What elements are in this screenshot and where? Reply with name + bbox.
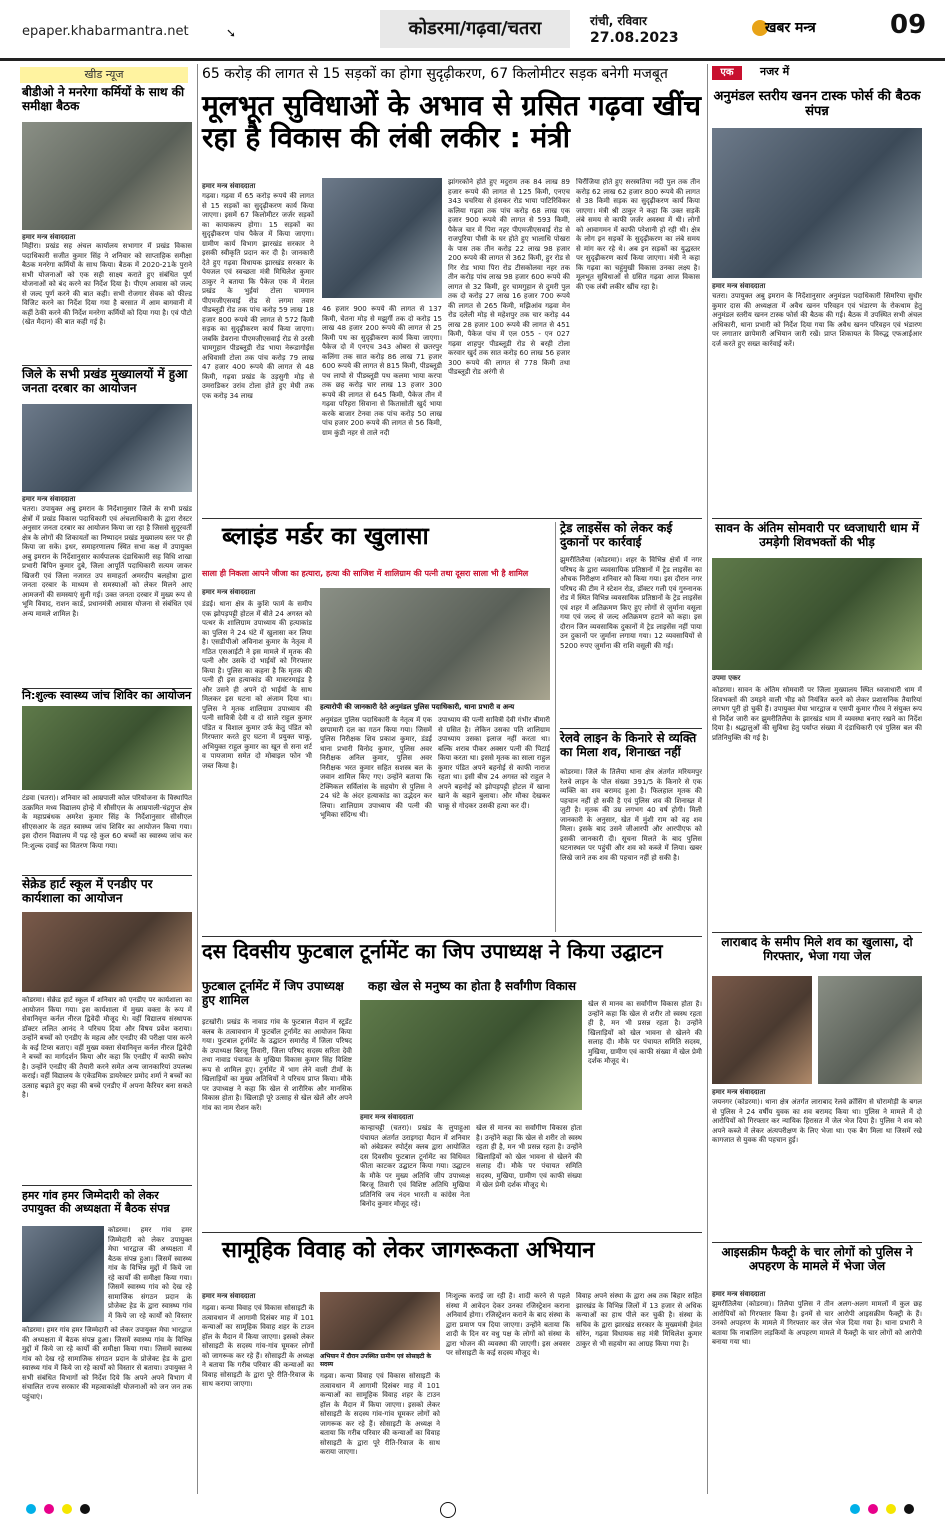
divider	[202, 936, 702, 937]
main-kicker: 65 करोड़ की लागत से 15 सड़कों का होगा सुदृढ़ीकरण, 67 किलोमीटर सड़क बनेगी मजबूत	[202, 66, 668, 82]
city-day: रांची, रविवार	[590, 14, 647, 28]
right-r1-byline: हमार मन्त्र संवाददाता	[712, 282, 766, 290]
left-s1-title: बीडीओ ने मनरेगा कर्मियों के साथ की समीक्षा बैठक	[22, 85, 185, 113]
ek-tag: एक	[712, 66, 742, 80]
magenta-dot	[44, 1504, 54, 1514]
left-s2-text: चतरा। उपायुक्त अबु इमरान के निर्देशानुसार जिले के सभी प्रखंड क्षेत्रों में प्रखंड विकास पदाधिकारी एवं अंचलाधिकारी के द्वारा रोस्टर अनुसार जनता दरबार का आयोजन किया जा रहा है जिससे सुदूरवर्ती क्षेत्र के लोगों की शिकायतों का निष्पादन प्रखंड मुख्यालय स्तर पर ही किया जा सके। इधर, समाहरणालय स्थित सभा कक्ष में उपायुक्त अबु इमरान के निर्देशानुसार कार्यपालक दंडाधिकारी सह विधि शाखा प्रभारी बिपिन कुमार दुबे, जिला आपूर्ति पदाधिकारी सत्यम जाकर खिजरी एवं जिला नजारत उप समाहर्ता अमरदीप बलहोत्रा द्वारा जनता दरबार के माध्यम से समस्याओं को लेकर मिलने आए आमजनों की समस्याएं सुनी गई। उक्त जनता दरबार में मुख्य रूप से भूमि विवाद, राशन कार्ड, प्रधानमंत्री आवास योजना से संबंधित एवं अन्य मामले शामिल है।	[22, 505, 192, 618]
divider	[202, 518, 702, 519]
right-r3-text: जयनगर (कोडरमा)। थाना क्षेत्र अंतर्गत लाराबाद रेलवे क्रॉसिंग से घोरामोड़ी के बगल से पुलिस ने 24 वर्षीय युवक का शव बरामद किया था। पुलिस ने मामले में दो आरोपियों को गिरफ्तार कर न्यायिक हिरासत में जेल भेज दिया है। पुलिस ने शव को अपने कब्जे में लेकर अंत्यपरीक्षण के लिए भेजा था। एक बैग मिला था जिसमें रखे कागजात से युवक की पहचान हुई।	[712, 1098, 922, 1144]
health-camp-photo	[22, 706, 192, 790]
rail-headline: रेलवे लाइन के किनारे से व्यक्ति का मिला शव, शिनाख्त नहीं	[560, 731, 697, 759]
divider	[712, 932, 922, 933]
left-s1-text: मिहीरा। प्रखंड सह अंचल कार्यालय सभागार में प्रखंड विकास पदाधिकारी सजीत कुमार सिंह ने शनिवार को साप्ताहिक समीक्षा बैठक मनरेगा कर्मियों के साथ किया। बैठक में 2020-21के पुराने सभी योजनाओं को एक सही साक्ष्य कराते हुए संबंधित पूर्ण योजनाओं को बंद करने का निर्देश दिया है। पीएम आवास को जल्द से जल्द पूर्ण करने की बात कही। सभी रोजगार सेवक को फील्ड विजिट करने का निर्देश दिया गया है बरसात में आम बागवानी में कहीं ठेकी करने की निर्देश मनरेगा कर्मियों को दिया गया है। एवं पौटो (खेत मैदान) की बात कही गई है।	[22, 242, 192, 326]
cursor-icon: ➘	[226, 26, 237, 40]
right-r2-title: सावन के अंतिम सोमवारी पर ध्वजाधारी धाम में उमड़ेगी शिवभक्तों की भीड़	[715, 521, 919, 549]
accused-photo-1	[712, 976, 812, 1084]
main-col1: गढ़वा। गढ़वा में 65 करोड़ रूपये की लागत से 15 सड़कों का सुदृढ़ीकरण कार्य किया जाएगा। इसमें 67 किलोमीटर जर्जर सड़कों का कायाकल्प होगा। 15 सड़कों का सुदृढ़ीकरण पांच पैकेज में किया जाएगा। ग्रामीण कार्य विभाग झारखंड सरकार ने इसकी स्वीकृति प्रदान कर दी है। जानकारी देते हुए गढ़वा विधायक झारखंड सरकार के पेयजल एवं स्वच्छता मंत्री मिथिलेश कुमार ठाकुर ने बताया कि पैकेज एक में मेराल प्रखंड के भुईयां टोला चामगान पीएमजीएसवाई रोड से लगमा तवार पीडब्लूडी रोड तक पांच करोड़ 59 लाख 18 हजार 800 रूपये की लागत से 572 किमी सड़क का सुदृढ़ीकरण कार्य किया जाएगा। जबकि डेवराना पीएमजीएसवाई रोड से उरसी चामगुहान पीडब्लूडी रोड भाया नेरूडागोईंस अधिवासी टोला तक पांच करोड़ 79 लाख 47 हजार 400 रूपये की लागत से 48 किमी, गढ़वा प्रखंड के उड़सुगी मोड़ से उमराडिकर उरांव टोला होते हुए मेघी तक एक करोड़ 34 लाख	[202, 192, 314, 400]
dc-portrait-photo	[22, 1226, 104, 1322]
marriage-byline: हमार मन्त्र संवाददाता	[202, 1292, 256, 1300]
blind-caption: हत्यारोपी की जानकारी देते अनुमंडल पुलिस पदाधिकारी, थाना प्रभारी व अन्य	[320, 703, 515, 711]
black-dot	[904, 1504, 914, 1514]
trade-text: झुमरीतिलैया (कोडरमा)। शहर के विभिन्न क्षेत्रों में नगर परिषद के द्वारा व्यवसायिक प्रतिष्ठानों में ट्रेड लाइसेंस का औचक निरीक्षण शनिवार को किया गया। इस दौरान नगर परिषद की टीम ने स्टेशन रोड, डॉक्टर गली एवं गुरुनानक रोड में स्थित विभिन्न व्यवसायिक प्रतिष्ठानों के ट्रेड लाइसेंस एवं शहर में अतिक्रमण किए हुए लोगों से जुर्माना वसूला गया एवं जल्द से जल्द अतिक्रमण हटाने को कहा। इस दौरान जिन व्यवसायिक दुकानों में ट्रेड लाइसेंस नहीं पाया उन दुकानों पर जुर्माना लगाया गया। 12 व्यवसायियों से 5200 रुपए जुर्माना की राशि वसूली की गई।	[560, 556, 702, 650]
football-right-text: खेल से मानव का सर्वांगीण विकास होता है। उन्होंने कहा कि खेल से शरीर तो स्वस्थ रहता ही है, मन भी प्रसन्न रहता है। उन्होंने खिलाड़ियों को खेल भावना से खेलने की सलाह दी। मौके पर पंचायत समिति सदस्य, मुखिया, ग्रामीण एवं काफी संख्या में खेल प्रेमी दर्शक मौजूद थे।	[588, 1000, 702, 1065]
cyan-dot	[26, 1504, 36, 1514]
right-r4-title: आइसक्रीम फैक्ट्री के चार लोगों को पुलिस ने अपहरण के मामले में भेजा जेल	[721, 1245, 913, 1273]
left-section-tag: खीड न्यूज	[20, 67, 188, 83]
right-r2-byline: उपमा एकर	[712, 674, 741, 682]
crosshair-icon	[440, 1502, 456, 1518]
football-left-title: फुटबाल टूर्नामेंट में जिप उपाध्यक्ष हुए शामिल	[202, 979, 344, 1007]
blind-col3: उपाध्याय की पत्नी सावित्री देवी गंभीर बीमारी से ग्रसित है। लेकिन उसका पति शालिग्राम उपाध्याय उसका इलाज नहीं करता था। बल्कि शराब पीकर अक्सर पत्नी की पिटाई किया करता था। इससे मृतक का साला राहुल कुमार पंडित अपने बहनोई से काफी नाराज रहता था। इसी बीच 24 अगस्त को राहुल ने अपने बहनोई को झोपड़पट्टी होटल में खाना खाने के बहाने बुलाया। और मौका देखकर चाकू से गोदकर उसकी हत्या कर दी।	[438, 716, 550, 810]
darbar-photo	[22, 404, 192, 492]
divider	[22, 365, 192, 366]
school-photo	[22, 912, 192, 992]
football-mid-text-b: खेल से मानव का सर्वांगीण विकास होता है। उन्होंने कहा कि खेल से शरीर तो स्वस्थ रहता ही है, मन भी प्रसन्न रहता है। उन्होंने खिलाड़ियों को खेल भावना से खेलने की सलाह दी। मौके पर पंचायत समिति सदस्य, मुखिया, ग्रामीण एवं काफी संख्या में खेल प्रेमी दर्शक मौजूद थे।	[476, 1124, 582, 1189]
left-s2-title: जिले के सभी प्रखंड मुख्यालयों में हुआ जनता दरबार का आयोजन	[22, 367, 188, 395]
magenta-dot	[868, 1504, 878, 1514]
right-r1-text: चतरा। उपायुक्त अबु इमरान के निर्देशानुसार अनुमंडल पदाधिकारी सिमरिया सुधीर कुमार दास की अध्यक्षता में अवैध खनन परिवहन एवं भंडारण के रोकथाम हेतु अनुमंडल स्तरीय खनन टास्क फोर्स की बैठक की गई। बैठक में उपस्थित सभी अंचल अधिकारी, थाना प्रभारी को निर्देश दिया गया कि अवैध खनन परिवहन एवं भंडारण पर लगातार छापेमारी अभियान जारी रखें। प्राप्त शिकायत के विरुद्ध एफआईआर दर्ज करते हुए सख्त कार्रवाई करें।	[712, 292, 922, 348]
blind-headline: ब्लाइंड मर्डर का खुलासा	[222, 522, 429, 550]
right-r3-title: लाराबाद के समीप मिले शव का खुलासा, दो गिरफ्तार, भेजा गया जेल	[721, 935, 913, 963]
right-r4-byline: हमार मन्त्र संवाददाता	[712, 1290, 766, 1298]
main-col2: 46 हजार 900 रूपये की लागत से 137 किमी, चेतना मोड़ से मझुर्गी तक दो करोड़ 15 लाख 48 हजार 200 रूपये की लागत से 25 किमी पथ का सुदृढ़ीकरण कार्य किया जाएगा। पैकेज दो में एनएच 343 ओबरा से छतरपुर कलिंगा तक सात करोड़ 86 लाख 71 हजार 600 रूपये की लागत से 815 किमी, पीडब्लूडी पथ लापो से पीडब्लूडी पथ कलमा भाया करपा तक छह करोड़ चार लाख 13 हजार 300 रूपये की लागत से 645 किमी, पैकेज तीन में गढ़वा परिहरा सिवाना से कितासोती खुर्द भाया करके बाजार टेनवा तक पांच करोड़ 50 लाख पांच हजार 200 रूपये की लागत से 56 किमी, ग्राम कुंडी नहर से ताले नदी	[322, 305, 442, 437]
divider	[712, 1242, 922, 1243]
brand-name: खबर मन्त्र	[765, 20, 816, 36]
rail-text: कोडरमा। जिले के तिलैया थाना क्षेत्र अंतर्गत मरियमपुर रेलवे लाइन के पोल संख्या 391/5 के किनारे से एक व्यक्ति का शव बरामद हुआ है। फिलहाल मृतक की पहचान नहीं हो सकी है एवं पुलिस शव की शिनाख्त में जुटी है। मृतक की उम्र लगभग 40 वर्ष होगी। मिली जानकारी के अनुसार, खेत में मुंशी राम को वह शव मिला। इसके बाद उसने जीआरपी और आरपीएफ को इसकी जानकारी दी। सूचना मिलते के बाद पुलिस घटनास्थल पर पहुंची और शव को कब्जे में लिया। खबर लिखे जाने तक शव की पहचान नहीं हो सकी है।	[560, 768, 702, 862]
divider	[202, 1232, 702, 1233]
divider	[22, 1185, 192, 1186]
marriage-col4: विवाह अपने संस्था के द्वारा अब तक बिहार सहित झारखंड के विभिन्न जिलों में 13 हजार से अधिक कन्याओं का हाथ पीले कर चुकी है। संस्था के सचिव के द्वारा झारखंड सरकार के मुख्यमंत्री हेमंत सोरेन, गढ़वा विधायक सह मंत्री मिथिलेश कुमार ठाकुर से भी सहयोग का आग्रह किया गया है।	[576, 1292, 702, 1348]
yellow-dot	[886, 1504, 896, 1514]
main-col3: झांगरकोने होते हुए मदुराम तक 84 लाख 89 हजार रूपये की लागत से 125 किमी, एनएच 343 चचरिया से हंसकर रोड भाया पाटिरिविकर कलिया गढ़वा तक पांच करोड़ 68 लाख एक हजार 900 रूपये की लागत से 593 किमी, पैकेज चार में पिरा नहर पीएमजीएसवाई रोड से राजपुरिया पौसी के घर होते हुए भालाधि पोखरा के पास तक तीन करोड़ 22 लाख 98 हजार 200 रूपये की लागत से 362 किमी, हुर रोड से गिर रोड भाया पिरा रोड टीसकोलवा नहर तक तीन करोड़ पांच लाख 98 हजार 600 रूपये की लागत से 32 किमी, हुर चामगुहान से दुमरी पुल तक दो करोड़ 27 लाख 16 हजार 700 रूपये की लागत से 265 किमी, मझिआंव गढ़वा मेन रोड दलेली मोड़ से महेशपुर तक चार करोड़ 44 लाख 28 हजार 100 रूपये की लागत से 451 किमी, पैकेज पांच में एल 055 - एन 027 गढ़वा शाहपुर पीडब्लूडी रोड से बरही टोला करवार खुर्द तक सात करोड़ 60 लाख 56 हजार 300 रूपये की लागत से 778 किमी तथा पीडब्लूडी रोड अरंगी से	[448, 178, 570, 376]
page-number: 09	[890, 10, 927, 40]
right-r3-byline: हमार मन्त्र संवाददाता	[712, 1088, 766, 1096]
right-r4-text: झुमरीतिलैया (कोडरमा)। तिलैया पुलिस ने तीन अलग-अलग मामलों में कुल छह आरोपियों को गिरफ्तार किया है। इनमें से चार आरोपी आइसक्रीम फैक्ट्री के हैं। उनको अपहरण के मामले में गिरफ्तार कर जेल भेज दिया गया है। थाना प्रभारी ने बताया कि नाबालिग लड़कियों के अपहरण मामले में फैक्ट्री के चार लोगों को आरोपी बनाया गया था।	[712, 1300, 922, 1346]
football-mid-byline: हमार मन्त्र संवाददाता	[360, 1113, 414, 1121]
main-col4: चिरौंजिया होते हुए सरस्वतिया नदी पुल तक तीन करोड़ 62 लाख 62 हजार 800 रूपये की लागत से 38 किमी सड़क का सुदृढ़ीकरण कार्य किया जाएगा। मंत्री श्री ठाकुर ने कहा कि उक्त सड़कें लंबे समय से काफी जर्जर अवस्था में थी। लोगों को आवागमन में काफी परेशानी हो रही थी। क्षेत्र के लोग इन सड़कों के सुदृढ़ीकरण का लंबे समय से मांग कर रहे थे। अब इन सड़कों का युद्धस्तर पर सुदृढ़ीकरण कार्य किया जाएगा। मंत्री ने कहा कि गढ़वा का चहुंमुखी विकास उनका लक्ष्य है। मूलभूत सुविधाओं से ग्रसित गढ़वा आज विकास की एक लंबी लकीर खींच रहा है।	[576, 178, 700, 291]
issue-date: 27.08.2023	[590, 30, 679, 46]
left-s1-byline: हमार मन्त्र संवाददाता	[22, 233, 76, 241]
dhwajadhari-dham-photo	[712, 558, 922, 670]
left-s5-text-b: कोडरमा। हमर गांव हमर जिम्मेदारी को लेकर उपायुक्त मेघा भारद्वाज की अध्यक्षता में बैठक संपन्न हुआ। जिसमें स्वास्थ्य गांव के विभिन्न मुद्दों में किये जा रहे कार्यों की समीक्षा किया गया। जिसमें स्वास्थ्य गांव को देख रहे सामाजिक संगठन प्रदान के प्रोजेक्ट हेड के द्वारा स्वास्थ्य गांव में किये जा रहे कार्यों को विस्तार से बताया। उपायुक्त ने सभी संबंधित विभागों को निर्देश दिये कि अपने अपने विभाग में संचालित राज्य सरकार की महत्वाकांक्षी योजनाओं को जन जन तक पहुंचाएं।	[22, 1326, 192, 1401]
blind-col2: अनुमंडल पुलिस पदाधिकारी के नेतृत्व में एक छापामारी दल का गठन किया गया। जिसमें पुलिस निरीक्षक शिव प्रकाश कुमार, डंडई थाना प्रभारी विनोद कुमार, पुलिस अवर निरीक्षक अनिल कुमार, पुलिस अवर निरीक्षक भरत कुमार सहित सशस्त्र बल के जवान शामिल किए गए। उन्होंने बताया कि टेक्निकल सर्विलांस के सहयोग से पुलिस ने 24 घंटे के अंदर हत्याकांड का उद्भेदन कर लिया। शालिग्राम उपाध्याय की पत्नी की भूमिका संदिग्ध थी।	[320, 716, 432, 819]
main-headline: मूलभूत सुविधाओं के अभाव से ग्रसित गढ़वा खींच रहा है विकास की लंबी लकीर : मंत्री	[202, 89, 701, 155]
blind-byline: हमार मन्त्र संवाददाता	[202, 588, 256, 596]
right-r1-title: अनुमंडल स्तरीय खनन टास्क फोर्स की बैठक संपन्न	[713, 89, 921, 119]
yellow-dot	[62, 1504, 72, 1514]
main-byline: हमार मन्त्र संवाददाता	[202, 182, 256, 190]
football-mid-text: कान्हाचट्टी (चतरा)। प्रखंड के लुपाहुआ पंचायत अंतर्गत उराइगदा मैदान में शनिवार को अंबेडकर स्पोर्ट्स क्लब द्वारा आयोजित दस दिवसीय फुटबाल टूर्नामेंट का विधिवत फीता काटकर उद्घाटन किया गया। उद्घाटन के मौके पर मुख्य अतिथि जीप उपाध्यक्ष बिरजू तिवारी एवं विशिष्ट अतिथि मुखिया प्रतिनिधि जय नंदन भारती व कांग्रेस नेता बिनोद कुमार मौजूद रहे।	[360, 1124, 470, 1208]
black-dot	[80, 1504, 90, 1514]
football-left-text: इटखोरी। प्रखंड के नावाड गांव के फुटबाल मैदान में स्टूडेंट क्लब के तत्वावधान में फुटबॉल टूर्नामेंट का आयोजन किया गया। फुटबाल टूर्नामेंट के उद्घाटन समारोह में जिला परिषद के उपाध्यक्ष बिरजू तिवारी, जिला परिषद सदस्य सरिता देवी तथा नावाड पंचायत के मुखिया विकास कुमार सिंह विशिष्ट रूप से शामिल हुए। टूर्नामेंट में भाग लेने वाली टीमों के खिलाड़ियों का मुख्य अतिथियों ने परिचय प्राप्त किया। मौके पर उपाध्यक्ष ने कहा कि खेल से शारीरिक और मानसिक विकास होता है। खिलाड़ी पूरे उत्साह से खेल खेलें और अपने गांव का नाम रोशन करें।	[202, 1018, 352, 1112]
section-title: कोडरमा/गढ़वा/चतरा	[380, 10, 570, 48]
cyan-dot	[850, 1504, 860, 1514]
column-divider	[555, 522, 556, 932]
minister-photo	[322, 178, 442, 298]
left-s3-title: नि:शुल्क स्वास्थ्य जांच शिविर का आयोजन	[22, 689, 192, 702]
marriage-col2: गढ़वा। कन्या विवाह एवं विकास सोसाइटी के तत्वावधान में आगामी दिसंबर माह में 101 कन्याओं का सामूहिक विवाह शहर के टाउन हॉल के मैदान में किया जाएगा। इसको लेकर सोसाइटी के सदस्य गांव-गांव घूमकर लोगों को जागरूक कर रहे हैं। सोसाइटी के अध्यक्ष ने बताया कि गरीब परिवार की कन्याओं का विवाह सोसाइटी के द्वारा पूरे रीति-रिवाज के साथ कराया जाएगा।	[320, 1372, 440, 1456]
divider	[560, 728, 702, 729]
left-s5-title: हमर गांव हमर जिम्मेदारी को लेकर उपायुक्त की अध्यक्षता में बैठक संपन्न	[22, 1189, 170, 1215]
print-registration-marks	[0, 1500, 945, 1517]
right-r2-text: कोडरमा। सावन के अंतिम सोमवारी पर जिला मुख्यालय स्थित ध्वजाधारी धाम में शिवभक्तों की उमड़ने वाली भीड़ को नियंत्रित करने को लेकर प्रशासनिक तैयारियां लगभग पूरी हो चुकी हैं। उपायुक्त मेघा भारद्वाज व एसपी कुमार गौरव ने संयुक्त रूप से निर्देश जारी कर झुमरीतिलैया के झारखंड धाम में व्यवस्था बनाए रखने का निर्देश दिया है। श्रद्धालुओं की सुविधा हेतु पर्याप्त संख्या में दंडाधिकारी एवं पुलिस बल की प्रतिनियुक्ति की गई है।	[712, 686, 922, 742]
accused-photo-2	[818, 976, 922, 1084]
blind-subhead: साला ही निकला आपने जीजा का हत्यारा, हत्या की साजिश में शालिग्राम की पत्नी तथा दूसरा साला भी है शामिल	[202, 569, 529, 578]
marriage-headline: सामूहिक विवाह को लेकर जागरूकता अभियान	[222, 1238, 595, 1263]
football-team-photo	[360, 1000, 582, 1110]
marriage-col1: गढ़वा। कन्या विवाह एवं विकास सोसाइटी के तत्वावधान में आगामी दिसंबर माह में 101 कन्याओं का सामूहिक विवाह शहर के टाउन हॉल के मैदान में किया जाएगा। इसको लेकर सोसाइटी के सदस्य गांव-गांव घूमकर लोगों को जागरूक कर रहे हैं। सोसाइटी के अध्यक्ष ने बताया कि गरीब परिवार की कन्याओं का विवाह सोसाइटी के द्वारा पूरे रीति-रिवाज के साथ कराया जाएगा।	[202, 1304, 314, 1388]
marriage-photo	[320, 1292, 440, 1350]
left-s5-text-a: कोडरमा। हमर गांव हमर जिम्मेदारी को लेकर उपायुक्त मेघा भारद्वाज की अध्यक्षता में बैठक संपन्न हुआ। जिसमें स्वास्थ्य गांव के विभिन्न मुद्दों में किये जा रहे कार्यों की समीक्षा किया गया। जिसमें स्वास्थ्य गांव को देख रहे सामाजिक संगठन प्रदान के प्रोजेक्ट हेड के द्वारा स्वास्थ्य गांव में किये जा रहे कार्यों को विस्तार	[108, 1226, 192, 1320]
epaper-url[interactable]: epaper.khabarmantra.net	[22, 24, 189, 39]
task-force-photo	[712, 128, 922, 278]
blind-col1: डंडई। थाना क्षेत्र के कुशि फार्म के समीप एक झोपड़पट्टी होटल में बीते 24 अगस्त को पत्थर के शालिग्राम उपाध्याय की हत्याकांड का पुलिस ने 24 घंटे में खुलासा कर लिया है। एसडीपीओ अविनाश कुमार के नेतृत्व में गठित एसआईटी ने इस मामले में मृतक की पत्नी और उसके दो भाईयों को गिरफ्तार किया है। पुलिस का कहना है कि मृतक की पत्नी ही इस हत्याकांड की मास्टरमाइंड है और उसने ही अपने दो भाईयों के साथ मिलकर इस घटना को अंजाम दिया था। पुलिस ने मृतक शालिग्राम उपाध्याय की पत्नी सावित्री देवी व दो साले राहुल कुमार पंडित व विशाल कुमार उर्फ केतु पंडित को गिरफ्तार करते हुए घटना में प्रयुक्त चाकू, अभियुक्त राहुल कुमार का खून से सना शर्ट व पायजामा समेत दो मोबाइल फोन भी जब्त किया है।	[202, 600, 312, 770]
divider	[712, 518, 922, 519]
football-headline: दस दिवसीय फुटबाल टूर्नामेंट का जिप उपाध्यक्ष ने किया उद्घाटन	[202, 939, 663, 963]
marriage-caption: अभियान में दौरान उपस्थित ग्रामीण एवं सोसाइटी के सदस्य	[320, 1353, 432, 1368]
nazar-tag: नजर में	[760, 65, 790, 78]
left-s2-byline: हमार मन्त्र संवाददाता	[22, 495, 76, 503]
football-mid-title: कहा खेल से मनुष्य का होता है सर्वांगीण विकास	[368, 979, 577, 993]
left-s3-text: टंडवा (चतरा)। शनिवार को आम्रपाली कोल परियोजना के विस्थापित उत्क्रमित मध्य विद्यालय होन्हे में सीसीएल के आम्रपाली-चंद्रगुप्त क्षेत्र के महाप्रबंधक अमरेश कुमार सिंह के निर्देशानुसार सीसीएल सीएसआर के तहत स्वास्थ्य जांच शिविर का आयोजन किया गया। इस दौरान विद्यालय में पढ़ रहे कुल 60 बच्चों का स्वास्थ्य जांच कर नि:शुल्क दवाई का वितरण किया गया।	[22, 794, 192, 850]
column-divider	[707, 64, 708, 1494]
meeting-photo	[22, 122, 192, 230]
marriage-col3: निःशुल्क कराई जा रही है। शादी करने से पहले संस्था में आवेदन देकर उनका रजिस्ट्रेशन कराना अनिवार्य होगा। रजिस्ट्रेशन कराने के बाद संस्था के द्वारा प्रमाण पत्र दिया जाएगा। उन्होंने बताया कि शादी के दिन वर वधु पक्ष के लोगों को संस्था के द्वारा भोजन की व्यवस्था की जाएगी। इस अवसर पर सोसाइटी के कई सदस्य मौजूद थे।	[446, 1292, 570, 1357]
left-s4-title: सेक्रेड हार्ट स्कूल में एनडीए पर कार्यशाला का आयोजन	[22, 877, 153, 905]
header-rule	[0, 58, 945, 61]
divider	[22, 875, 192, 876]
left-s4-text: कोडरमा। सेक्रेड हार्ट स्कूल में शनिवार को एनडीए पर कार्यशाला का आयोजन किया गया। इस कार्यशाला में मुख्य वक्ता के रूप में सेवानिवृत्त कर्नल नीरज द्विवेदी मौजूद थे। वहीं विद्यालय संस्थापक डॉक्टर ललित आनंद ने परिचय दिया और विषय प्रवेश कराया। उन्होंने बच्चों को एनडीए के महत्व और एनडीए की परीक्षा पास करने के कई टिप्स बताए। वहीं मुख्य वक्ता सेवानिवृत्त कर्नल नीरज द्विवेदी ने बच्चों का मार्गदर्शन किया और कहा कि एनडीए में काफी स्कोप है। उन्होंने एनडीए की तैयारी करने समेत अन्य जानकारियां उपलब्ध कराई। वहीं विद्यालय के एकेडमिक डायरेक्टर प्रमोद शर्मा ने बच्चों का उत्साह बढ़ाते हुए कहा की बच्चे एनडीए में अपना कैरियर बना सकते है।	[22, 996, 192, 1099]
trade-headline: ट्रेड लाइसेंस को लेकर कई दुकानों पर कार्रवाई	[560, 521, 673, 549]
column-divider	[197, 64, 198, 1494]
police-briefing-photo	[320, 588, 550, 700]
